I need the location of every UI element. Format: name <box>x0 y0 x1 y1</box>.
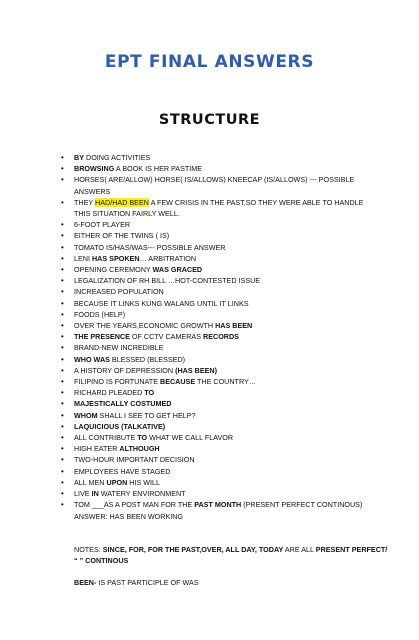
bold-text: “ ” CONTINOUS <box>74 556 129 565</box>
text-run: ALL CONTRIBUTE <box>74 433 138 443</box>
bold-text: LAQUICIOUS (TALKATIVE) <box>74 421 166 431</box>
bold-text: WAS GRACED <box>152 265 203 275</box>
text-run: OPENING CEREMONY <box>74 265 153 275</box>
text-run: SHALL I SEE TO GET HELP? <box>97 410 196 420</box>
text-run: TWO-HOUR IMPORTANT DECISION <box>74 455 195 465</box>
bold-text: TO <box>144 388 155 398</box>
list-item <box>60 230 380 241</box>
highlighted-text: HAD/HAD BEEN <box>95 197 149 207</box>
list-item <box>60 298 380 309</box>
text-run: BECAUSE IT LINKS KUNG WALANG UNTIL IT LINKS <box>74 298 249 308</box>
list-item <box>60 242 380 253</box>
list-item <box>60 197 380 219</box>
text-run: LEGALIZATION OF RH BILL …HOT-CONTESTED ISSUE <box>74 276 261 286</box>
bold-text: HAS SPOKEN <box>91 253 140 263</box>
list-item <box>60 174 380 196</box>
text-run: A BOOK IS HER PASTIME <box>114 164 203 174</box>
text-run: IS PAST PARTICIPLE OF WAS <box>96 578 199 587</box>
text-run: BLESSED (BLESSED) <box>109 354 186 364</box>
bold-text: PAST MONTH <box>194 500 242 510</box>
bold-text: BY <box>74 153 84 162</box>
bold-text: BECAUSE <box>160 377 196 387</box>
bold-text: SINCE, FOR, FOR THE PAST,OVER, ALL DAY, TODAY <box>102 545 284 554</box>
list-item <box>60 264 380 275</box>
text-run: EITHER OF THE TWINS ( IS) <box>74 231 170 241</box>
bold-text: UPON <box>106 477 128 487</box>
list-item <box>60 286 380 297</box>
text-run: (PRESENT PERFECT CONTINOUS) ANSWER: HAS BEEN WORKING <box>74 500 363 521</box>
text-run: LENI <box>74 253 92 263</box>
text-run: FOODS (HELP) <box>74 309 126 319</box>
text-run: INCREASED POPULATION <box>74 287 164 297</box>
text-run: NOTES: <box>74 545 103 554</box>
notes-line-1 <box>74 544 394 555</box>
section-heading: STRUCTURE <box>158 112 261 128</box>
list-item <box>60 354 380 365</box>
bold-text: TO <box>137 433 148 443</box>
list-item <box>60 466 380 477</box>
list-item <box>60 488 380 499</box>
text-run: TOMATO IS/HAS/WAS--- POSSIBLE ANSWER <box>74 242 226 252</box>
bold-text: WHO WAS <box>74 354 110 364</box>
text-run: HIS WILL <box>127 477 161 487</box>
text-run: OVER THE YEARS,ECONOMIC GROWTH <box>74 321 216 331</box>
text-run: DOING ACTIVITIES <box>84 153 151 162</box>
list-item <box>60 365 380 376</box>
page-title: EPT FINAL ANSWERS <box>104 52 315 72</box>
notes-block <box>74 544 394 566</box>
bold-text: WHOM <box>74 410 98 420</box>
list-item <box>60 376 380 387</box>
list-item <box>60 477 380 488</box>
text-run: RICHARD PLEADED <box>74 388 145 398</box>
text-run: HORSES( ARE/ALLOW) HORSE( IS/ALLOWS) KNEECAP (IS/ALLOWS) --- POSSIBLE ANSWERS <box>74 175 355 196</box>
bold-text: HAS BEEN <box>215 321 253 331</box>
text-run: WHAT WE CALL FLAVOR <box>147 433 234 443</box>
text-run: OF CCTV CAMERAS <box>129 332 204 342</box>
list-item <box>60 387 380 398</box>
list-item <box>60 275 380 286</box>
text-run: A FEW CRISIS IN THE PAST,SO THEY WERE ABLE TO HANDLE THIS SITUATION FAIRLY WELL. <box>74 197 364 219</box>
text-run: THE COUNTRY… <box>195 377 256 387</box>
list-item <box>60 421 380 432</box>
list-item <box>60 253 380 264</box>
list-item <box>60 432 380 443</box>
text-run: ALL MEN <box>74 477 107 487</box>
list-item <box>60 499 380 521</box>
list-item <box>60 331 380 342</box>
list-item <box>60 454 380 465</box>
bold-text: ALTHOUGH <box>119 444 160 454</box>
text-run: BRAND-NEW INCREDIBLE <box>74 343 164 353</box>
text-run: … ARBITRATION <box>139 253 197 263</box>
bold-text: BEEN- <box>74 578 97 587</box>
text-run: WATERY ENVIRONMENT <box>98 489 186 499</box>
list-item <box>60 309 380 320</box>
bold-text: PRESENT PERFECT/ <box>315 545 388 554</box>
text-run: EMPLOYEES HAVE STAGED <box>74 466 171 476</box>
text-run: ARE ALL <box>283 545 316 554</box>
notes-line-2 <box>74 555 394 566</box>
text-run: FILIPINO IS FORTUNATE <box>74 377 160 387</box>
list-item <box>60 398 380 409</box>
text-run: LIVE <box>74 489 92 499</box>
bold-text: MAJESTICALLY COSTUMED <box>74 399 172 409</box>
bold-text: THE PRESENCE <box>74 332 130 342</box>
text-run: HIGH EATER <box>74 444 120 454</box>
list-item <box>60 152 380 163</box>
text-run: TOM ___AS A POST MAN FOR THE <box>74 500 195 510</box>
text-run: THEY <box>74 197 96 207</box>
list-item <box>60 163 380 174</box>
bold-text: (HAS BEEN) <box>175 365 217 375</box>
answer-list <box>60 152 380 522</box>
list-item <box>60 443 380 454</box>
list-item <box>60 342 380 353</box>
text-run: A HISTORY OF DEPRESSION <box>74 365 176 375</box>
list-item <box>60 410 380 421</box>
bold-text: IN <box>91 489 99 499</box>
list-item <box>60 219 380 230</box>
been-note <box>74 577 394 588</box>
bold-text: BROWSING <box>74 164 115 174</box>
list-item <box>60 320 380 331</box>
text-run: 6-FOOT PLAYER <box>74 220 131 230</box>
bold-text: RECORDS <box>203 332 239 342</box>
